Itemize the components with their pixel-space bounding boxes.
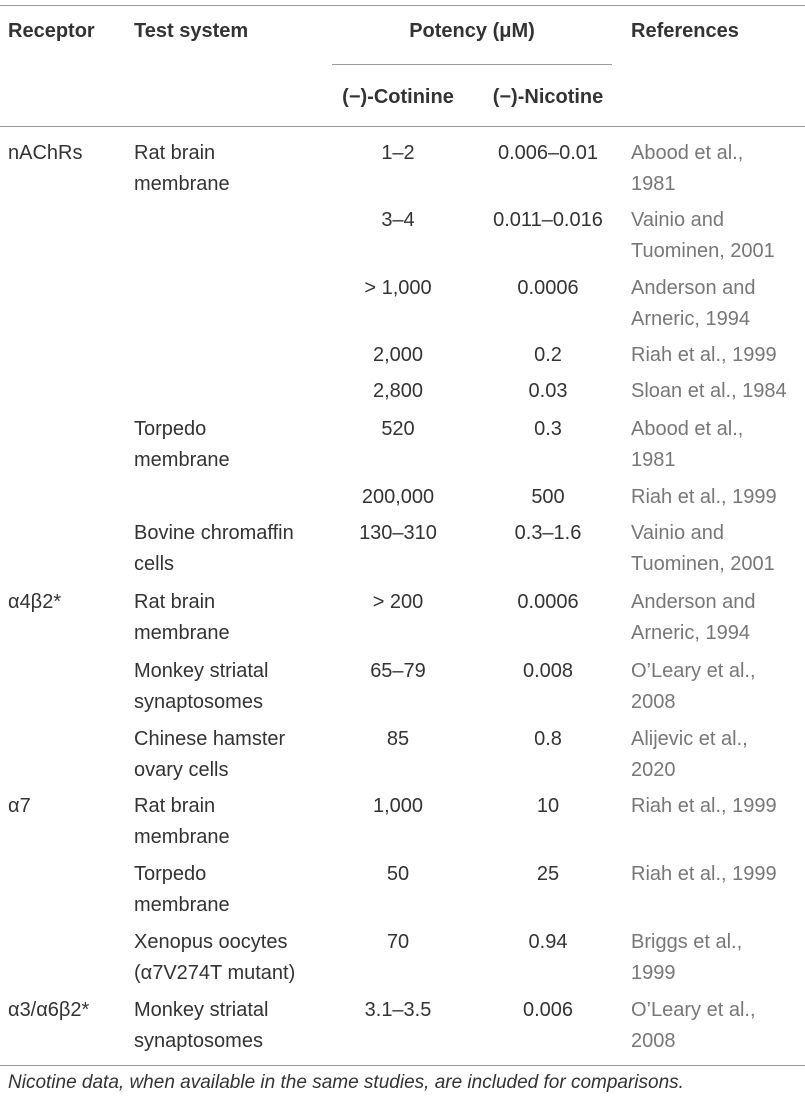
cell-reference-line1: Sloan et al., 1984: [631, 380, 787, 402]
cell-reference-line1: Riah et al., 1999: [631, 344, 777, 366]
cell-cotinine: 2,000: [372, 344, 424, 366]
cell-test-system-line2: membrane: [134, 173, 230, 195]
cell-reference-line1: Anderson and: [631, 591, 756, 613]
cell-nicotine: 0.3: [534, 418, 562, 440]
cell-reference-line1: O’Leary et al.,: [631, 660, 756, 682]
header-test-system: Test system: [134, 20, 249, 42]
cell-cotinine: 130–310: [359, 522, 437, 544]
cell-cotinine: 200,000: [361, 486, 435, 508]
cell-cotinine: 85: [386, 728, 410, 750]
cell-nicotine: 0.8: [534, 728, 562, 750]
cell-reference-line1: Riah et al., 1999: [631, 795, 777, 817]
header-receptor: Receptor: [8, 20, 95, 42]
cell-nicotine: 0.94: [528, 931, 568, 953]
cell-reference-line1: Briggs et al.,: [631, 931, 743, 953]
cell-cotinine: 3.1–3.5: [364, 999, 432, 1021]
cell-nicotine: 0.3–1.6: [514, 522, 582, 544]
header-nicotine: (−)-Nicotine: [492, 86, 604, 108]
cell-test-system-line2: membrane: [134, 826, 230, 848]
cell-reference-line2: 2008: [631, 1030, 676, 1052]
cell-reference-line1: O’Leary et al.,: [631, 999, 756, 1021]
cell-reference-line2: 1981: [631, 173, 676, 195]
cell-test-system-line1: Rat brain: [134, 142, 216, 164]
cell-reference-line2: 2020: [631, 759, 676, 781]
header-potency: Potency (μM): [409, 20, 535, 42]
cell-nicotine: 500: [531, 486, 565, 508]
cell-test-system-line1: Xenopus oocytes: [134, 931, 288, 953]
cell-reference-line2: 2008: [631, 691, 676, 713]
cell-reference-line1: Vainio and: [631, 522, 725, 544]
cell-test-system-line2: membrane: [134, 622, 230, 644]
cell-nicotine: 0.006–0.01: [497, 142, 599, 164]
cell-reference-line1: Vainio and: [631, 209, 725, 231]
header-bottom-rule: [0, 126, 805, 127]
cell-cotinine: 2,800: [372, 380, 424, 402]
cell-nicotine: 0.008: [522, 660, 574, 682]
table-top-rule: [0, 5, 805, 6]
cell-test-system-line2: ovary cells: [134, 759, 229, 781]
cell-cotinine: 50: [386, 863, 410, 885]
cell-test-system-line2: (α7V274T mutant): [134, 962, 296, 984]
cell-reference-line1: Anderson and: [631, 277, 756, 299]
cell-reference-line2: Tuominen, 2001: [631, 240, 775, 262]
cell-test-system-line1: Monkey striatal: [134, 660, 269, 682]
cell-test-system-line1: Monkey striatal: [134, 999, 269, 1021]
cell-receptor: α7: [8, 795, 31, 817]
cell-cotinine: 65–79: [370, 660, 426, 682]
table-footnote: Nicotine data, when available in the same studies, are included for comparisons.: [8, 1072, 684, 1093]
cell-reference-line1: Abood et al.,: [631, 418, 744, 440]
cell-test-system-line2: synaptosomes: [134, 691, 263, 713]
cell-nicotine: 0.2: [534, 344, 562, 366]
cell-reference-line1: Riah et al., 1999: [631, 486, 777, 508]
cell-nicotine: 10: [536, 795, 560, 817]
cell-test-system-line1: Chinese hamster: [134, 728, 286, 750]
header-cotinine: (−)-Cotinine: [342, 86, 454, 108]
cell-nicotine: 0.03: [528, 380, 568, 402]
cell-cotinine: > 1,000: [364, 277, 432, 299]
table-bottom-rule: [0, 1065, 805, 1066]
cell-cotinine: > 200: [372, 591, 424, 613]
cell-nicotine: 25: [536, 863, 560, 885]
cell-nicotine: 0.011–0.016: [493, 209, 603, 231]
cell-reference-line2: Arneric, 1994: [631, 622, 750, 644]
cell-receptor: nAChRs: [8, 142, 83, 164]
cell-test-system-line2: synaptosomes: [134, 1030, 263, 1052]
header-references: References: [631, 20, 739, 42]
cell-test-system-line1: Torpedo: [134, 418, 207, 440]
cell-reference-line1: Alijevic et al.,: [631, 728, 748, 750]
cell-reference-line2: 1999: [631, 962, 676, 984]
cell-test-system-line2: cells: [134, 553, 175, 575]
cell-reference-line2: Tuominen, 2001: [631, 553, 775, 575]
cell-test-system-line2: membrane: [134, 449, 230, 471]
cell-test-system-line2: membrane: [134, 894, 230, 916]
cell-cotinine: 1,000: [372, 795, 424, 817]
cell-test-system-line1: Rat brain: [134, 591, 216, 613]
cell-cotinine: 3–4: [381, 209, 415, 231]
cell-cotinine: 520: [381, 418, 415, 440]
cell-test-system-line1: Bovine chromaffin: [134, 522, 294, 544]
cell-reference-line1: Riah et al., 1999: [631, 863, 777, 885]
cell-reference-line2: Arneric, 1994: [631, 308, 750, 330]
cell-test-system-line1: Torpedo: [134, 863, 207, 885]
cell-reference-line1: Abood et al.,: [631, 142, 744, 164]
cell-receptor: α3/α6β2*: [8, 999, 90, 1021]
cell-receptor: α4β2*: [8, 591, 62, 613]
cell-cotinine: 1–2: [381, 142, 415, 164]
potency-subheader-rule: [332, 64, 612, 65]
cell-reference-line2: 1981: [631, 449, 676, 471]
cell-test-system-line1: Rat brain: [134, 795, 216, 817]
cell-nicotine: 0.0006: [517, 591, 579, 613]
cell-cotinine: 70: [386, 931, 410, 953]
cell-nicotine: 0.0006: [517, 277, 579, 299]
cell-nicotine: 0.006: [522, 999, 574, 1021]
